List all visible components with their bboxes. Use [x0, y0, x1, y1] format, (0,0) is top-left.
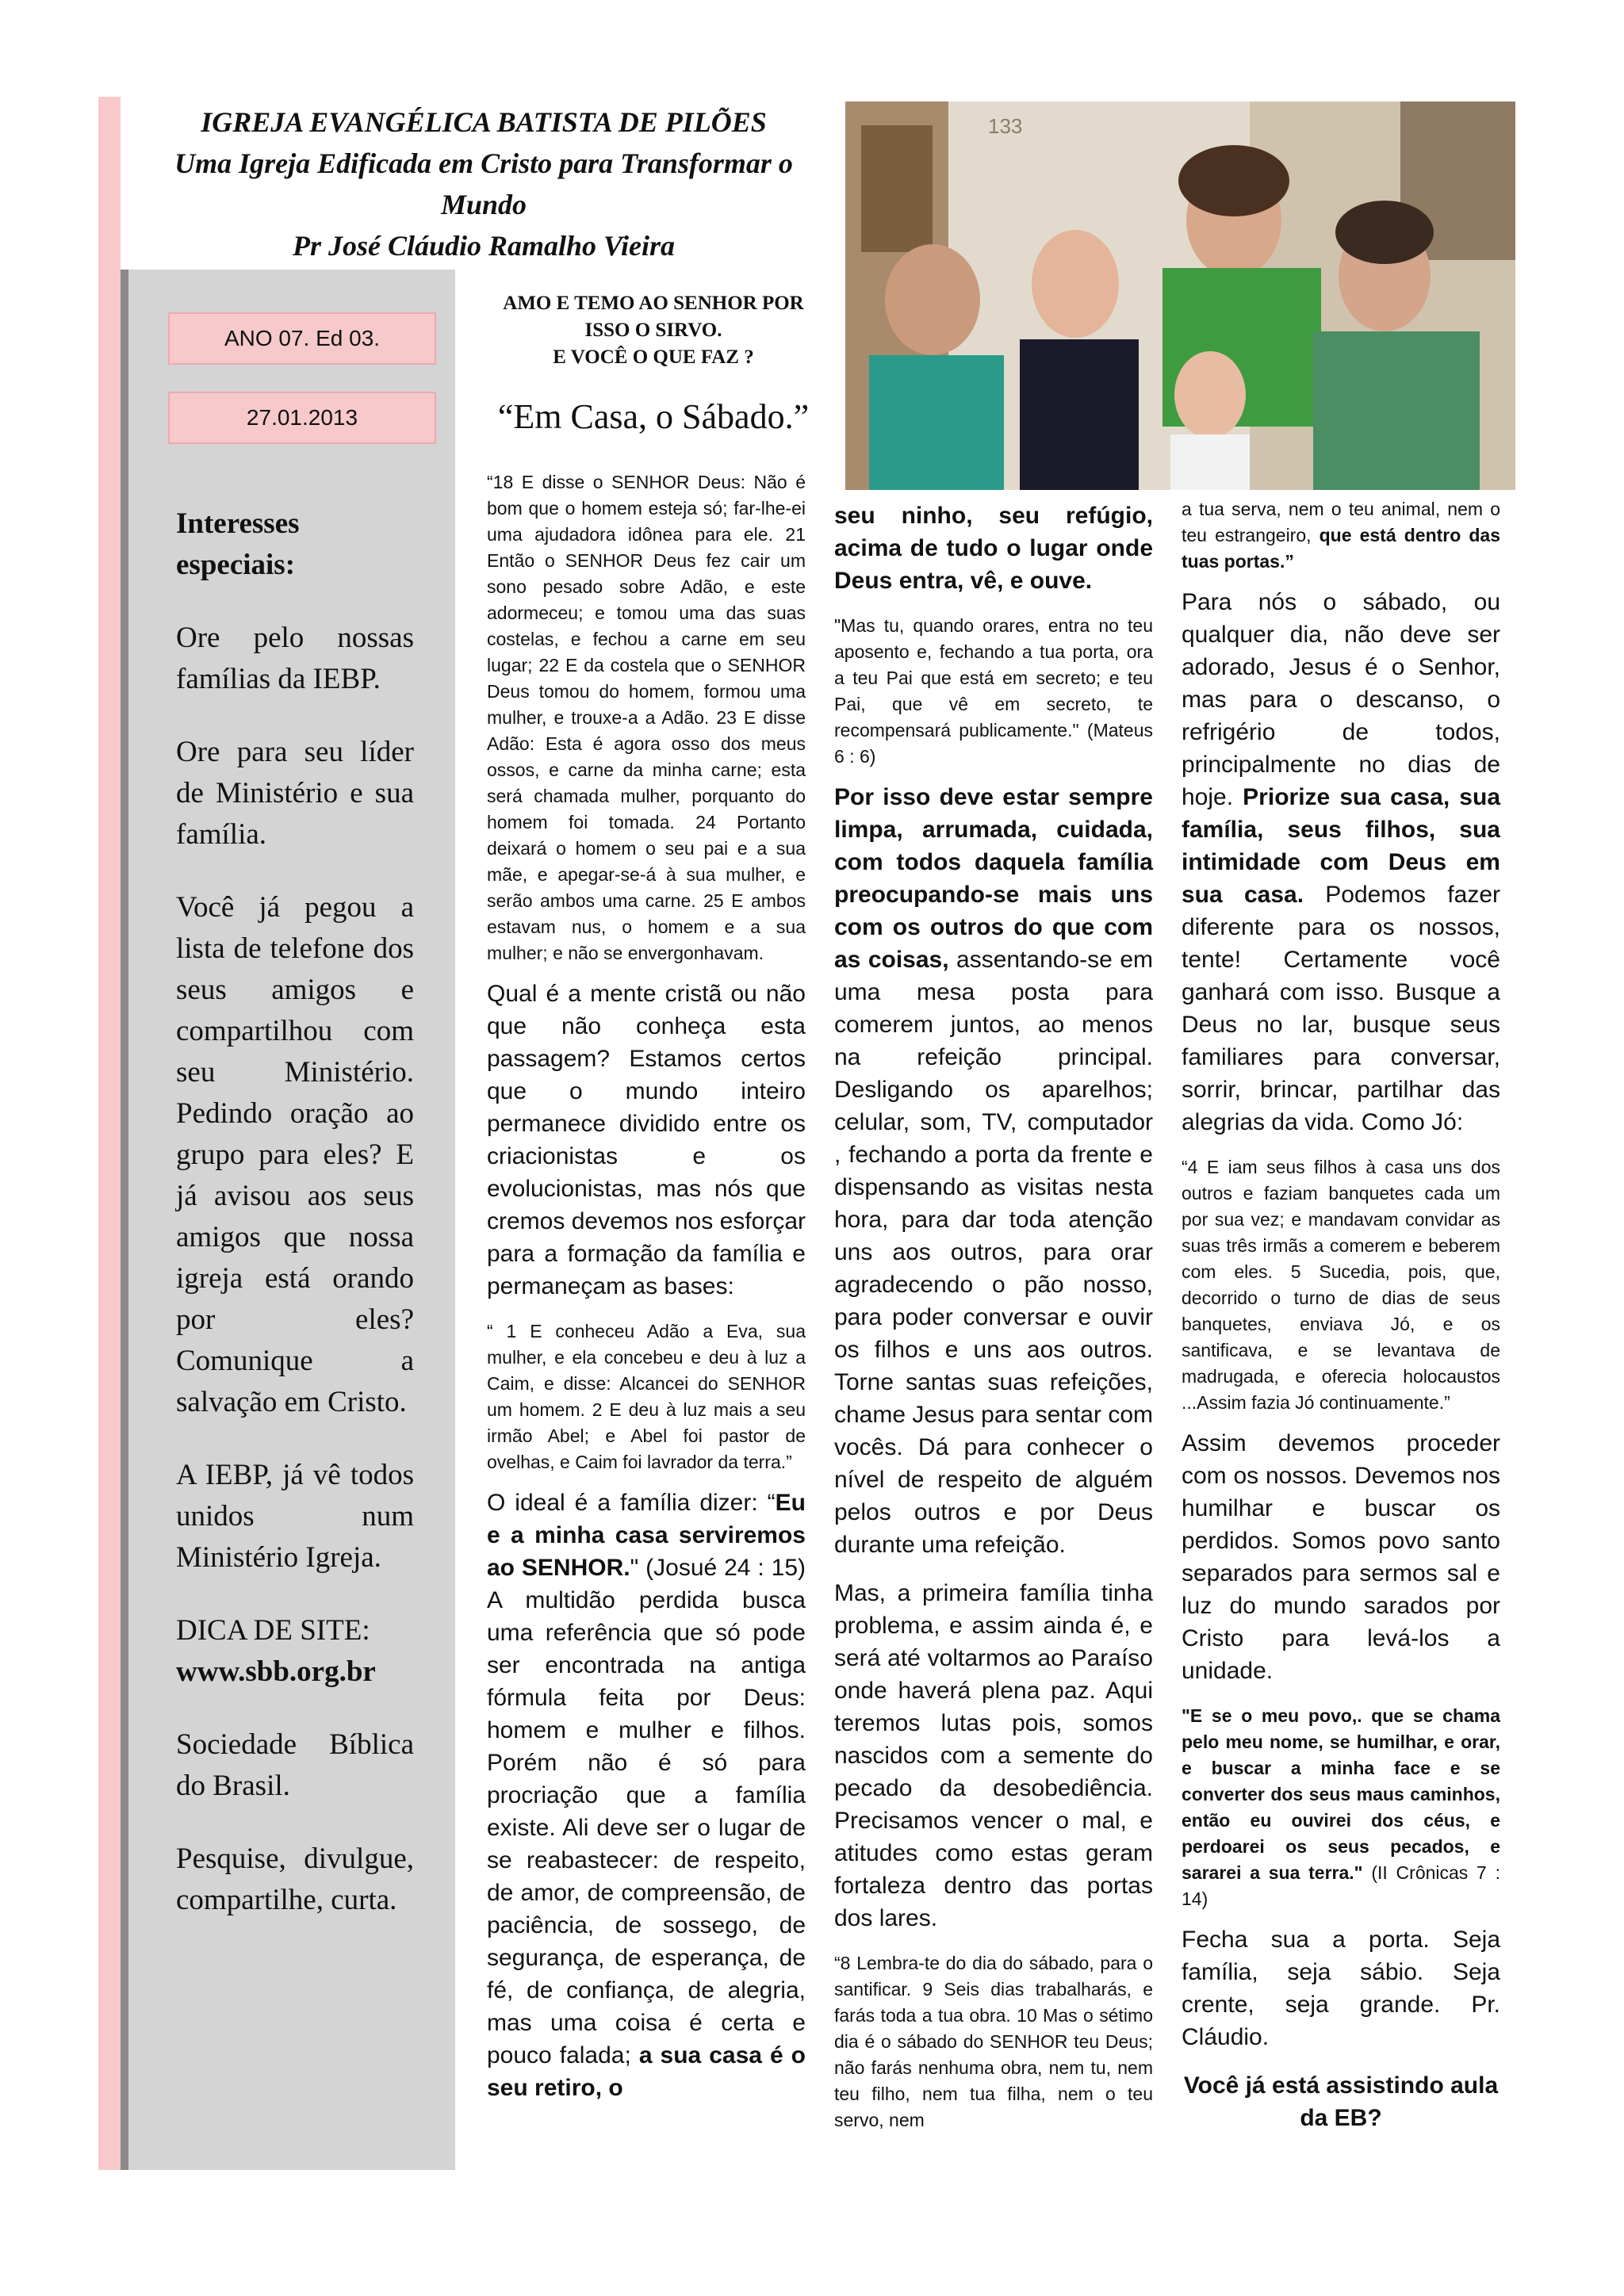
chronicles-quote — [1182, 1703, 1500, 1912]
text-run: (II Crônicas 7 : 14) — [1182, 1862, 1500, 1909]
emphasis-text: seu ninho, seu refúgio, acima de tudo o lugar onde Deus entra, vê, e ouve. — [834, 503, 1153, 594]
sidebar-content — [176, 503, 414, 1953]
job-quote: “4 E iam seus filhos à casa uns dos outros e faziam banquetes cada um por sua vez; e mandavam convidar as suas três irmãs a comerem e beberem com eles. 5 Sucedia, pois, que, decorrido o turno de dias de seus banquetes, enviava Jó, e os santificava, e se levantava de madrugada, e oferecia holocaustos ...Assim fazia Jó continuamente.” — [1182, 1157, 1500, 1413]
site-tip — [176, 1610, 414, 1693]
body-paragraph — [487, 1487, 806, 2104]
site-tip-label: DICA DE SITE: — [176, 1614, 370, 1647]
matthew-quote: "Mas tu, quando orares, entra no teu aposento e, fechando a tua porta, ora a teu Pai que está em secreto; e teu Pai, que vê em secreto, te recompensará publicamente." (Mateus 6 : 6) — [834, 615, 1153, 767]
text-run: Para nós o sábado, ou qualquer dia, não deve ser adorado, Jesus é o Senhor, mas para o descanso, o refrigério de todos, principalmente no dias de hoje. — [1182, 589, 1500, 810]
joshua-quote: Eu e a minha casa serviremos ao SENHOR. — [487, 1490, 806, 1581]
sidebar-item: Ore pelo nossas famílias da IEBP. — [176, 622, 414, 695]
exodus-quote: “8 Lembra-te do dia do sábado, para o santificar. 9 Seis dias trabalharás, e farás toda a tua obra. 10 Mas o sétimo dia é o sábado do SENHOR teu Deus; não farás nenhuma obra, nem tu, nem teu filho, nem tua filha, nem o teu servo, nem — [834, 1953, 1153, 2130]
photo-number-mark: 133 — [988, 114, 1023, 138]
mission-line: ISSO O SIRVO. — [584, 320, 722, 341]
genesis-4-quote: “ 1 E conheceu Adão a Eva, sua mulher, e ela concebeu e deu à luz a Caim, e disse: Alcancei do SENHOR um homem. 2 E deu à luz mais a seu irmão Abel; e Abel foi pastor de ovelhas, e Caim foi lavrador da terra.” — [487, 1321, 806, 1472]
text-run: assentando-se em uma mesa posta para comerem juntos, ao menos na refeição principal. Desligando os aparelhos; celular, som, TV, computador , fechando a porta da frente e dispensando as visitas nesta hora, para dar toda atenção uns aos outros, para orar agradecendo o pão nosso, para poder conversar e ouvir os filhos e uns aos outros. Torne santas suas refeições, chame Jesus para sentar com vocês. Dá para conhecer o nível de respeito de alguém pelos outros e por Deus durante uma refeição. — [834, 947, 1153, 1558]
genesis-2-quote: “18 E disse o SENHOR Deus: Não é bom que o homem esteja só; far-lhe-ei uma ajudadora idônea para ele. 21 Então o SENHOR Deus fez cair um sono pesado sobre Adão, e este adormeceu; e tomou uma das suas costelas, e fechou a carne em seu lugar; 22 E da costela que o SENHOR Deus tomou do homem, formou uma mulher, e trouxe-a a Adão. 23 E disse Adão: Esta é agora osso dos meus ossos, e carne da minha carne; esta será chamada mulher, porquanto do homem foi tomada. 24 Portanto deixará o homem o seu pai e a sua mãe, e apegar-se-á à sua mulher, e serão ambos uma carne. 25 E ambos estavam nus, o homem e a sua mulher; e não se envergonhavam. — [487, 472, 806, 963]
emphasis-text: a sua casa é o seu retiro, o — [487, 2042, 806, 2101]
mission-line: AMO E TEMO AO SENHOR POR — [503, 293, 804, 314]
pastor-name: Pr José Cláudio Ramalho Vieira — [292, 230, 676, 262]
edition-badge: ANO 07. Ed 03. — [168, 312, 436, 365]
pink-accent-bar — [98, 97, 121, 2170]
sidebar-shadow — [121, 270, 128, 2170]
sidebar-item: Ore para seu líder de Ministério e sua família. — [176, 736, 414, 851]
body-paragraph — [1182, 586, 1500, 1138]
church-name: IGREJA EVANGÉLICA BATISTA DE PILÕES — [201, 106, 767, 138]
closing-question — [1182, 2069, 1500, 2134]
article-headline: “Em Casa, o Sábado.” — [497, 397, 810, 436]
family-photo-illustration — [845, 101, 1515, 490]
mission-statement — [487, 290, 820, 371]
sidebar-item: Você já pegou a lista de telefone dos seus amigos e compartilhou com seu Ministério. Pedindo oração ao grupo para eles? E já avisou aos seus amigos que nossa igreja está orando por eles? Comunique a salvação em Cristo. — [176, 891, 414, 1418]
sidebar-title: Interesses especiais: — [176, 507, 300, 581]
text-run: " (Josué 24 : 15) A multidão perdida busca uma referência que só pode ser encontrada na antiga fórmula feita por Deus: homem e mulher e filhos. Porém não é só para procriação que a família existe. Ali deve ser o lugar de se reabastecer: de respeito, de amor, de compreensão, de paciência, de sossego, de segurança, de esperança, de fé, de confiança, de alegria, mas uma coisa é certa e pouco falada; — [487, 1555, 806, 2068]
sidebar-closing: Pesquise, divulgue, compartilhe, curta. — [176, 1843, 414, 1916]
masthead — [135, 101, 833, 266]
emphasis-text: Priorize sua casa, sua família, seus filhos, sua intimidade com Deus em sua casa. — [1182, 784, 1500, 908]
site-name: Sociedade Bíblica do Brasil. — [176, 1728, 414, 1802]
sidebar-item: A IEBP, já vê todos unidos num Ministério Igreja. — [176, 1459, 414, 1574]
body-paragraph: Assim devemos proceder com os nossos. Devemos nos humilhar e buscar os perdidos. Somos povo santo separados para sermos sal e luz do mundo sarados por Cristo para levá-los a unidade. — [1182, 1430, 1500, 1684]
body-paragraph — [834, 781, 1153, 1561]
body-paragraph: Qual é a mente cristã ou não que não conheça esta passagem? Estamos certos que o mundo inteiro permanece dividido entre os criacionistas e os evolucionistas, mas nós que cremos devemos nos esforçar para a formação da família e permaneçam as bases: — [487, 981, 806, 1299]
column-3 — [834, 499, 1153, 2145]
text-run: O ideal é a família dizer: “ — [487, 1490, 776, 1516]
text-run: a tua serva, nem o teu animal, nem o teu estrangeiro, — [1182, 499, 1500, 545]
emphasis-text: Você já está assistindo aula da EB? — [1183, 2072, 1499, 2131]
emphasis-text: Por isso deve estar sempre limpa, arrumada, cuidada, com todos daquela família preocupando-se mais uns com os outros do que com as coisas, — [834, 784, 1153, 973]
mission-line: E VOCÊ O QUE FAZ ? — [553, 346, 754, 368]
date-badge: 27.01.2013 — [168, 392, 436, 444]
body-paragraph: Mas, a primeira família tinha problema, e assim ainda é, e será até voltarmos ao Paraíso onde haverá plena paz. Aqui teremos lutas pois, somos nascidos com a semente do pecado da desobediência. Precisamos vencer o mal, e atitudes como estas geram fortaleza dentro das portas dos lares. — [834, 1580, 1153, 1931]
emphasis-text: que está dentro das tuas portas.” — [1182, 525, 1500, 572]
body-paragraph: Fecha sua a porta. Seja família, seja sábio. Seja crente, seja grande. Pr. Cláudio. — [1182, 1927, 1500, 2050]
column-2 — [487, 469, 806, 2120]
column-4 — [1182, 496, 1500, 2150]
text-run: Podemos fazer diferente para os nossos, tente! Certamente você ganhará com isso. Busque a Deus no lar, busque seus familiares para conversar, sorrir, brincar, partilhar das alegrias da vida. Como Jó: — [1182, 882, 1500, 1135]
family-photo — [845, 101, 1515, 490]
body-paragraph — [834, 499, 1153, 597]
motto-line-2: Mundo — [440, 189, 527, 220]
site-url[interactable]: www.sbb.org.br — [176, 1655, 376, 1688]
emphasis-text: "E se o meu povo,. que se chama pelo meu nome, se humilhar, e orar, e buscar a minha face e se converter dos seus maus caminhos, então eu ouvirei dos céus, e perdoarei os seus pecados, e sararei a sua terra." — [1182, 1705, 1500, 1883]
motto-line-1: Uma Igreja Edificada em Cristo para Transformar o — [174, 147, 793, 179]
exodus-quote-continued — [1182, 496, 1500, 575]
